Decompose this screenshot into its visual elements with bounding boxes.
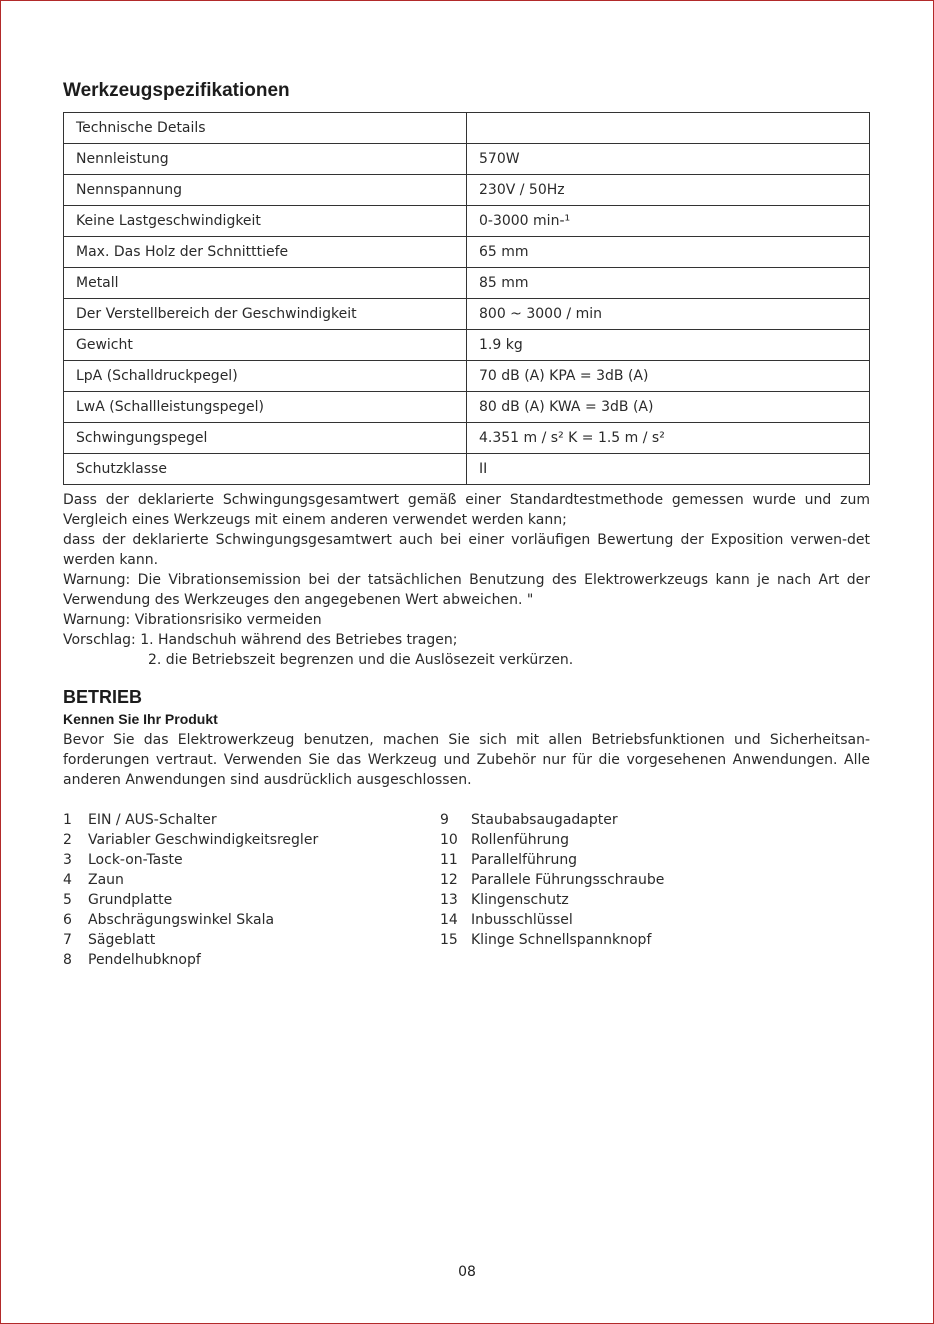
- spec-row: [64, 113, 870, 144]
- spec-label: Schwingungspegel: [64, 423, 467, 454]
- part-item: [63, 950, 318, 970]
- part-number: 6: [63, 912, 72, 928]
- part-item: [440, 870, 664, 890]
- spec-row: [64, 423, 870, 454]
- part-number: 12: [440, 872, 458, 888]
- parts-list-left: [63, 810, 318, 970]
- part-item: [63, 850, 318, 870]
- part-name: Rollenführung: [471, 832, 569, 848]
- part-number: 8: [63, 952, 72, 968]
- spec-value: 800 ~ 3000 / min: [467, 299, 870, 330]
- spec-label: Keine Lastgeschwindigkeit: [64, 206, 467, 237]
- spec-value: 0-3000 min-¹: [467, 206, 870, 237]
- page-number: 08: [458, 1264, 476, 1280]
- spec-row: [64, 144, 870, 175]
- part-item: [440, 910, 664, 930]
- spec-label: LwA (Schallleistungspegel): [64, 392, 467, 423]
- section-heading: BETRIEB: [63, 687, 143, 707]
- spec-value: II: [467, 454, 870, 485]
- part-number: 10: [440, 832, 458, 848]
- note-paragraph: dass der deklarierte Schwingungsgesamtwert auch bei einer vorläufigen Bewertung der Exposition verwen-det werden kann.: [63, 532, 870, 568]
- note-paragraph: Vorschlag: 1. Handschuh während des Betriebes tragen;: [63, 632, 458, 648]
- spec-label: Gewicht: [64, 330, 467, 361]
- part-name: Parallelführung: [471, 852, 578, 868]
- spec-row: [64, 454, 870, 485]
- section-subheading: Kennen Sie Ihr Produkt: [63, 711, 218, 727]
- part-number: 15: [440, 932, 458, 948]
- spec-table: [63, 112, 870, 485]
- part-number: 11: [440, 852, 458, 868]
- spec-value: 4.351 m / s² K = 1.5 m / s²: [467, 423, 870, 454]
- spec-row: [64, 268, 870, 299]
- part-item: [63, 910, 318, 930]
- note-paragraph: Warnung: Vibrationsrisiko vermeiden: [63, 612, 322, 628]
- part-number: 13: [440, 892, 458, 908]
- spec-label: Schutzklasse: [64, 454, 467, 485]
- spec-label: Technische Details: [64, 113, 467, 144]
- part-name: Variabler Geschwindigkeitsregler: [88, 832, 319, 848]
- spec-label: Metall: [64, 268, 467, 299]
- spec-value: 80 dB (A) KWA = 3dB (A): [467, 392, 870, 423]
- part-name: Klingenschutz: [471, 892, 569, 908]
- part-name: Grundplatte: [88, 892, 173, 908]
- part-item: [440, 850, 664, 870]
- spec-label: Der Verstellbereich der Geschwindigkeit: [64, 299, 467, 330]
- spec-label: Nennleistung: [64, 144, 467, 175]
- part-item: [63, 870, 318, 890]
- vibration-notes: [63, 490, 870, 670]
- part-item: [440, 930, 664, 950]
- part-number: 2: [63, 832, 72, 848]
- part-item: [63, 930, 318, 950]
- spec-row: [64, 206, 870, 237]
- note-paragraph: Warnung: Die Vibrationsemission bei der tatsächlichen Benutzung des Elektrowerkzeugs kann je nach Art der Verwendung des Werkzeuges den angegebenen Wert abweichen. ": [63, 572, 870, 608]
- part-number: 9: [440, 812, 449, 828]
- part-name: Parallele Führungsschraube: [471, 872, 665, 888]
- part-item: [63, 890, 318, 910]
- part-name: Lock-on-Taste: [88, 852, 183, 868]
- part-name: Abschrägungswinkel Skala: [88, 912, 275, 928]
- spec-value: 70 dB (A) KPA = 3dB (A): [467, 361, 870, 392]
- part-number: 4: [63, 872, 72, 888]
- spec-row: [64, 392, 870, 423]
- part-number: 3: [63, 852, 72, 868]
- spec-row: [64, 361, 870, 392]
- part-item: [63, 830, 318, 850]
- spec-value: [467, 113, 870, 144]
- part-name: Sägeblatt: [88, 932, 156, 948]
- part-number: 1: [63, 812, 72, 828]
- part-number: 7: [63, 932, 72, 948]
- spec-value: 85 mm: [467, 268, 870, 299]
- spec-label: Nennspannung: [64, 175, 467, 206]
- page-title: Werkzeugspezifikationen: [63, 80, 290, 101]
- parts-list-right: [440, 810, 664, 950]
- spec-label: LpA (Schalldruckpegel): [64, 361, 467, 392]
- part-item: [440, 810, 664, 830]
- part-item: [440, 830, 664, 850]
- part-item: [63, 810, 318, 830]
- spec-label: Max. Das Holz der Schnitttiefe: [64, 237, 467, 268]
- spec-row: [64, 175, 870, 206]
- spec-value: 65 mm: [467, 237, 870, 268]
- part-name: Klinge Schnellspannknopf: [471, 932, 652, 948]
- note-paragraph: 2. die Betriebszeit begrenzen und die Auslösezeit verkürzen.: [148, 652, 574, 668]
- part-name: Zaun: [88, 872, 124, 888]
- part-number: 14: [440, 912, 458, 928]
- spec-value: 1.9 kg: [467, 330, 870, 361]
- section-intro: Bevor Sie das Elektrowerkzeug benutzen, machen Sie sich mit allen Betriebsfunktionen und Sicherheitsan-forderungen vertraut. Verwenden Sie das Werkzeug und Zubehör nur für die vorgesehenen Anwendungen. Alle anderen Anwendungen sind ausdrücklich ausgeschlossen.: [63, 732, 870, 788]
- part-number: 5: [63, 892, 72, 908]
- spec-row: [64, 330, 870, 361]
- part-name: Inbusschlüssel: [471, 912, 573, 928]
- note-paragraph: Dass der deklarierte Schwingungsgesamtwert gemäß einer Standardtestmethode gemessen wurde und zum Vergleich eines Werkzeugs mit einem anderen verwendet werden kann;: [63, 492, 870, 528]
- spec-row: [64, 299, 870, 330]
- part-name: Pendelhubknopf: [88, 952, 201, 968]
- spec-table-body: [64, 113, 870, 485]
- part-name: Staubabsaugadapter: [471, 812, 618, 828]
- spec-value: 570W: [467, 144, 870, 175]
- spec-row: [64, 237, 870, 268]
- spec-value: 230V / 50Hz: [467, 175, 870, 206]
- part-name: EIN / AUS-Schalter: [88, 812, 217, 828]
- part-item: [440, 890, 664, 910]
